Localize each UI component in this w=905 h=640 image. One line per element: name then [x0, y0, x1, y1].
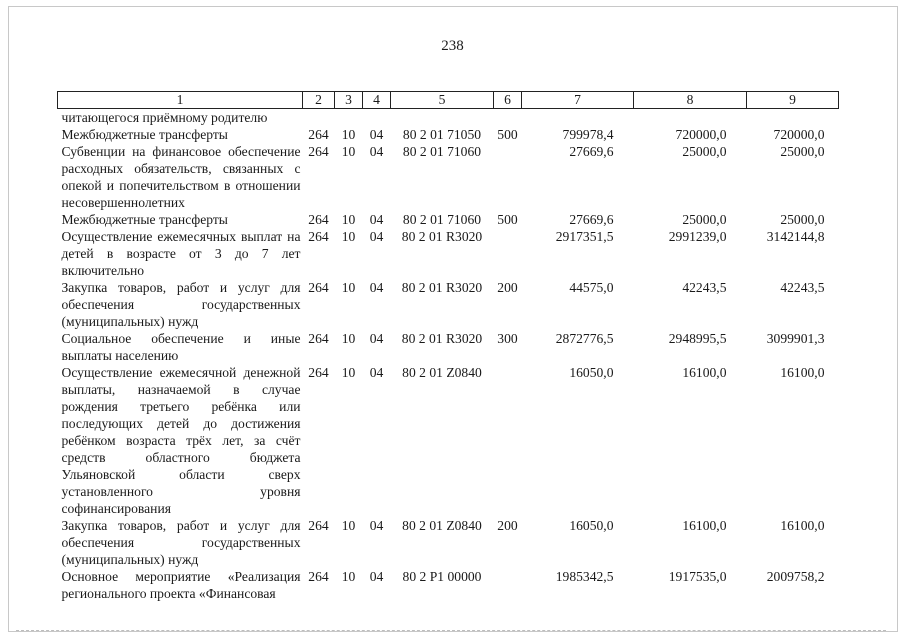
- cell-col2: 264: [308, 518, 329, 533]
- column-header: 7: [522, 92, 634, 109]
- cell-col8: 2948995,5: [668, 331, 727, 346]
- cell-col5: 80 2 01 R3020: [401, 331, 483, 346]
- cell-col7: 44575,0: [569, 280, 614, 295]
- cell-col2: 264: [308, 331, 329, 346]
- table-row: [58, 568, 839, 602]
- cell-col3: 10: [341, 144, 356, 159]
- row-description: Межбюджетные трансферты: [61, 127, 228, 142]
- cell-col5: 80 2 01 R3020: [401, 229, 483, 244]
- table-row: [58, 126, 839, 143]
- cell-col3: 10: [341, 280, 356, 295]
- cell-col7: 1985342,5: [555, 569, 614, 584]
- cell-col4: 04: [369, 569, 384, 584]
- cell-col7: [522, 109, 634, 127]
- cell-col8: 42243,5: [682, 280, 727, 295]
- cell-col3: 10: [341, 331, 356, 346]
- cell-col8: 16100,0: [682, 365, 727, 380]
- bottom-divider: [16, 630, 886, 631]
- cell-col5: 80 2 01 71050: [402, 127, 482, 142]
- row-description: Основное мероприятие «Реализация регионального проекта «Финансовая: [61, 569, 301, 601]
- cell-col3: 10: [341, 365, 356, 380]
- cell-col7: 16050,0: [569, 365, 614, 380]
- column-header: 9: [747, 92, 839, 109]
- cell-col4: 04: [369, 331, 384, 346]
- cell-col8: 2991239,0: [668, 229, 727, 244]
- cell-col8: 25000,0: [682, 144, 727, 159]
- table-row: [58, 330, 839, 364]
- cell-col3: 10: [341, 569, 356, 584]
- row-description: Социальное обеспечение и иные выплаты населению: [61, 331, 301, 363]
- cell-col6: 500: [497, 127, 518, 142]
- cell-col6: 200: [497, 518, 518, 533]
- column-header: 2: [303, 92, 335, 109]
- cell-col8: 720000,0: [675, 127, 727, 142]
- cell-col6: [494, 143, 522, 211]
- cell-col9: 42243,5: [780, 280, 825, 295]
- cell-col4: 04: [369, 280, 384, 295]
- cell-col6: 300: [497, 331, 518, 346]
- cell-col3: 10: [341, 518, 356, 533]
- cell-col6: 200: [497, 280, 518, 295]
- row-description: Закупка товаров, работ и услуг для обеспечения государственных (муниципальных) нужд: [61, 280, 301, 329]
- cell-col2: 264: [308, 569, 329, 584]
- cell-col3: 10: [341, 229, 356, 244]
- cell-col4: 04: [369, 365, 384, 380]
- cell-col7: 799978,4: [562, 127, 614, 142]
- column-header: 3: [335, 92, 363, 109]
- cell-col4: 04: [369, 212, 384, 227]
- cell-col2: 264: [308, 280, 329, 295]
- cell-col8: [634, 109, 747, 127]
- row-description: Субвенции на финансовое обеспечение расходных обязательств, связанных с опекой и попечительством в отношении несовершеннолетних: [61, 144, 301, 210]
- cell-col6: [494, 228, 522, 279]
- cell-col7: 16050,0: [569, 518, 614, 533]
- table-row: [58, 279, 839, 330]
- cell-col3: 10: [341, 212, 356, 227]
- cell-col7: 2917351,5: [555, 229, 614, 244]
- cell-col7: 27669,6: [569, 212, 614, 227]
- cell-col8: 25000,0: [682, 212, 727, 227]
- cell-col9: 3099901,3: [766, 331, 825, 346]
- row-description: Осуществление ежемесячных выплат на детей в возрасте от 3 до 7 лет включительно: [61, 229, 301, 278]
- budget-table: [57, 91, 839, 602]
- cell-col7: 27669,6: [569, 144, 614, 159]
- cell-col6: 500: [497, 212, 518, 227]
- cell-col3: [335, 109, 363, 127]
- row-description: Межбюджетные трансферты: [61, 212, 228, 227]
- cell-col6: [494, 568, 522, 602]
- cell-col5: 80 2 01 Z0840: [402, 365, 482, 380]
- cell-col9: 25000,0: [780, 144, 825, 159]
- row-description: Закупка товаров, работ и услуг для обеспечения государственных (муниципальных) нужд: [61, 518, 301, 567]
- column-header: 1: [58, 92, 303, 109]
- cell-col9: 16100,0: [780, 518, 825, 533]
- row-description: Осуществление ежемесячной денежной выплаты, назначаемой в случае рождения третьего ребёнка или последующих детей до достижения ребёнком возраста трёх лет, за счёт средств областного бюджета Ульяновской области сверх установленного уровня софинансирования: [61, 365, 301, 516]
- cell-col9: [747, 109, 839, 127]
- cell-col4: 04: [369, 144, 384, 159]
- cell-col4: 04: [369, 229, 384, 244]
- cell-col2: 264: [308, 144, 329, 159]
- table-row: [58, 228, 839, 279]
- column-header: 8: [634, 92, 747, 109]
- table-row: [58, 211, 839, 228]
- cell-col5: [391, 109, 494, 127]
- cell-col9: 16100,0: [780, 365, 825, 380]
- table-row: [58, 143, 839, 211]
- cell-col2: 264: [308, 229, 329, 244]
- cell-col5: 80 2 01 71060: [402, 144, 482, 159]
- cell-col9: 720000,0: [773, 127, 825, 142]
- cell-col8: 16100,0: [682, 518, 727, 533]
- column-header: 5: [391, 92, 494, 109]
- cell-col6: [494, 109, 522, 127]
- cell-col2: 264: [308, 212, 329, 227]
- cell-col2: 264: [308, 127, 329, 142]
- table-row: [58, 517, 839, 568]
- cell-col2: [303, 109, 335, 127]
- cell-col5: 80 2 01 Z0840: [402, 518, 482, 533]
- row-description: читающегося приёмному родителю: [61, 110, 268, 125]
- cell-col5: 80 2 01 R3020: [401, 280, 483, 295]
- cell-col4: [363, 109, 391, 127]
- header-row: [58, 92, 839, 109]
- cell-col4: 04: [369, 518, 384, 533]
- cell-col7: 2872776,5: [555, 331, 614, 346]
- cell-col3: 10: [341, 127, 356, 142]
- cell-col5: 80 2 01 71060: [402, 212, 482, 227]
- table-row: [58, 109, 839, 127]
- cell-col8: 1917535,0: [668, 569, 727, 584]
- cell-col5: 80 2 P1 00000: [402, 569, 482, 584]
- table-row: [58, 364, 839, 517]
- cell-col9: 2009758,2: [766, 569, 825, 584]
- cell-col9: 3142144,8: [766, 229, 825, 244]
- column-header: 6: [494, 92, 522, 109]
- page-number: 238: [441, 38, 464, 54]
- column-header: 4: [363, 92, 391, 109]
- cell-col9: 25000,0: [780, 212, 825, 227]
- cell-col2: 264: [308, 365, 329, 380]
- cell-col6: [494, 364, 522, 517]
- cell-col4: 04: [369, 127, 384, 142]
